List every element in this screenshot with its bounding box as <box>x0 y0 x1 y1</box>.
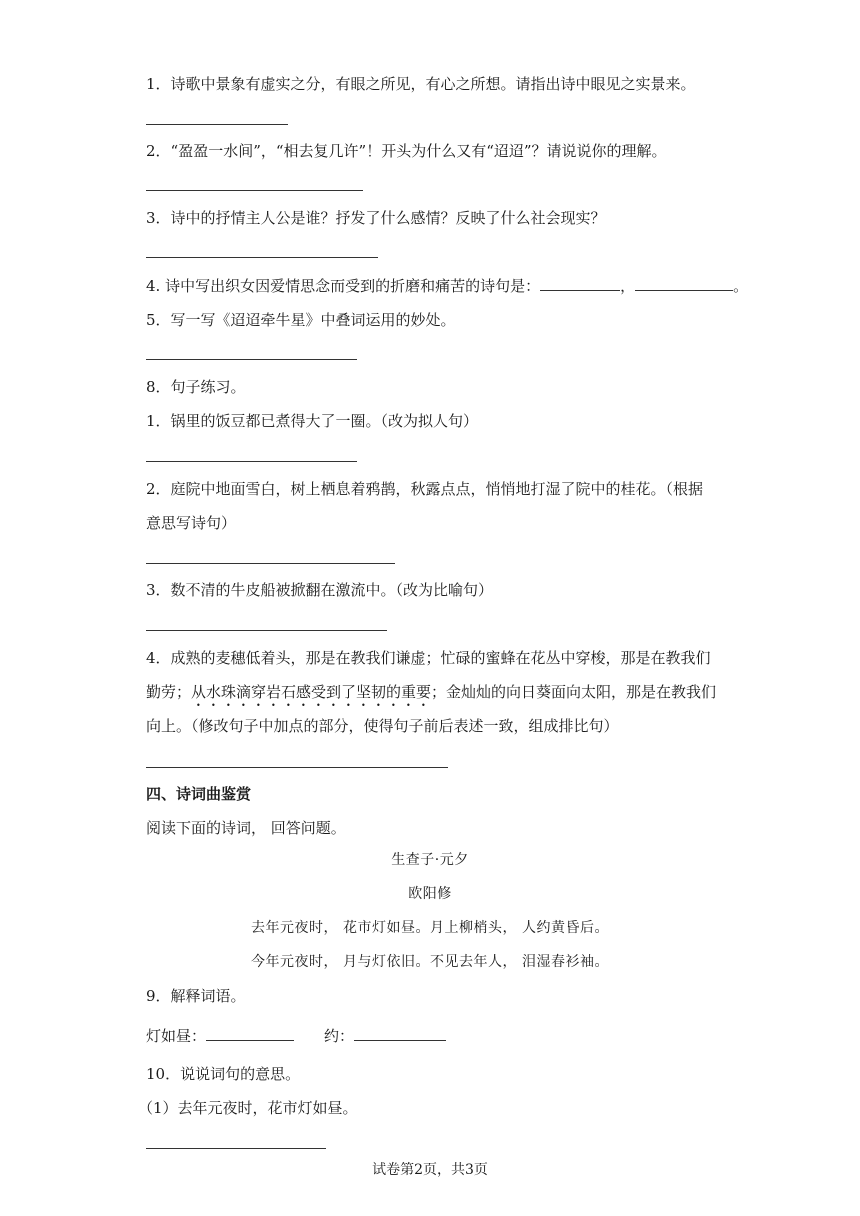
answer-line-s3[interactable] <box>146 630 387 631</box>
question-9-terms <box>146 1026 446 1046</box>
section-4-heading: 四、诗词曲鉴赏 <box>146 785 252 803</box>
answer-line-5[interactable] <box>146 359 357 360</box>
poem-line-2: 今年元夜时， 月与灯依旧。不见去年人， 泪湿春衫袖。 <box>251 954 609 970</box>
answer-line-1[interactable] <box>146 124 288 125</box>
sentence-2-line2: 意思写诗句） <box>146 514 237 532</box>
sentence-4-part-a: 勤劳； <box>146 683 192 701</box>
question-1: 1．诗歌中景象有虚实之分，有眼之所见，有心之所想。请指出诗中眼见之实景来。 <box>146 75 696 93</box>
sentence-4-dotted-part: 从水珠滴穿岩石感受到了坚韧的重要 <box>191 683 432 701</box>
answer-line-s4[interactable] <box>146 767 448 768</box>
sentence-4-part-b: ；金灿灿的向日葵面向太阳，那是在教我们 <box>431 683 717 701</box>
poem-title: 生查子·元夕 <box>391 852 469 868</box>
answer-blank-4b[interactable] <box>635 276 733 291</box>
answer-line-3[interactable] <box>146 257 378 258</box>
poem-author: 欧阳修 <box>408 886 452 902</box>
term-2-blank[interactable] <box>354 1026 446 1041</box>
sentence-2-line1: 2．庭院中地面雪白，树上栖息着鸦鹊，秋露点点，悄悄地打湿了院中的桂花。（根据 <box>146 480 704 498</box>
question-10: 10．说说词句的意思。 <box>146 1065 301 1083</box>
term-2-label: 约： <box>324 1027 355 1045</box>
poem-line-1: 去年元夜时， 花市灯如昼。月上柳梢头， 人约黄昏后。 <box>251 920 609 936</box>
sentence-1: 1．锅里的饭豆都已煮得大了一圈。（改为拟人句） <box>146 412 479 430</box>
term-1-blank[interactable] <box>206 1026 294 1041</box>
term-1-label: 灯如昼： <box>146 1027 207 1045</box>
question-4-text: 4. 诗中写出织女因爱情思念而受到的折磨和痛苦的诗句是： <box>146 277 541 295</box>
sentence-4-line1: 4．成熟的麦穗低着头，那是在教我们谦虚；忙碌的蜜蜂在花丛中穿梭，那是在教我们 <box>146 649 711 667</box>
question-2: 2．“盈盈一水间”，“相去复几许”！开头为什么又有“迢迢”？请说说你的理解。 <box>146 142 667 160</box>
question-9: 9．解释词语。 <box>146 987 246 1005</box>
answer-line-s1[interactable] <box>146 461 357 462</box>
question-4-end: 。 <box>733 277 749 295</box>
reading-intro: 阅读下面的诗词， 回答问题。 <box>146 819 346 837</box>
answer-blank-4a[interactable] <box>540 276 620 291</box>
question-3: 3．诗中的抒情主人公是谁？抒发了什么感情？反映了什么社会现实？ <box>146 209 606 227</box>
sentence-4-line3: 向上。（修改句子中加点的部分，使得句子前后表述一致，组成排比句） <box>146 717 619 735</box>
question-10-item-1: （1）去年元夜时，花市灯如昼。 <box>138 1099 358 1117</box>
answer-line-s2[interactable] <box>146 563 395 564</box>
section-8-heading: 8．句子练习。 <box>146 378 246 396</box>
question-4-separator: ， <box>620 277 636 295</box>
question-4 <box>146 276 748 296</box>
question-5: 5．写一写《迢迢牵牛星》中叠词运用的妙处。 <box>146 311 456 329</box>
page-footer: 试卷第2页，共3页 <box>372 1162 488 1178</box>
answer-line-2[interactable] <box>146 190 363 191</box>
sentence-3: 3．数不清的牛皮船被掀翻在激流中。（改为比喻句） <box>146 581 494 599</box>
sentence-4-line2 <box>146 682 716 710</box>
answer-line-10-1[interactable] <box>146 1148 326 1149</box>
